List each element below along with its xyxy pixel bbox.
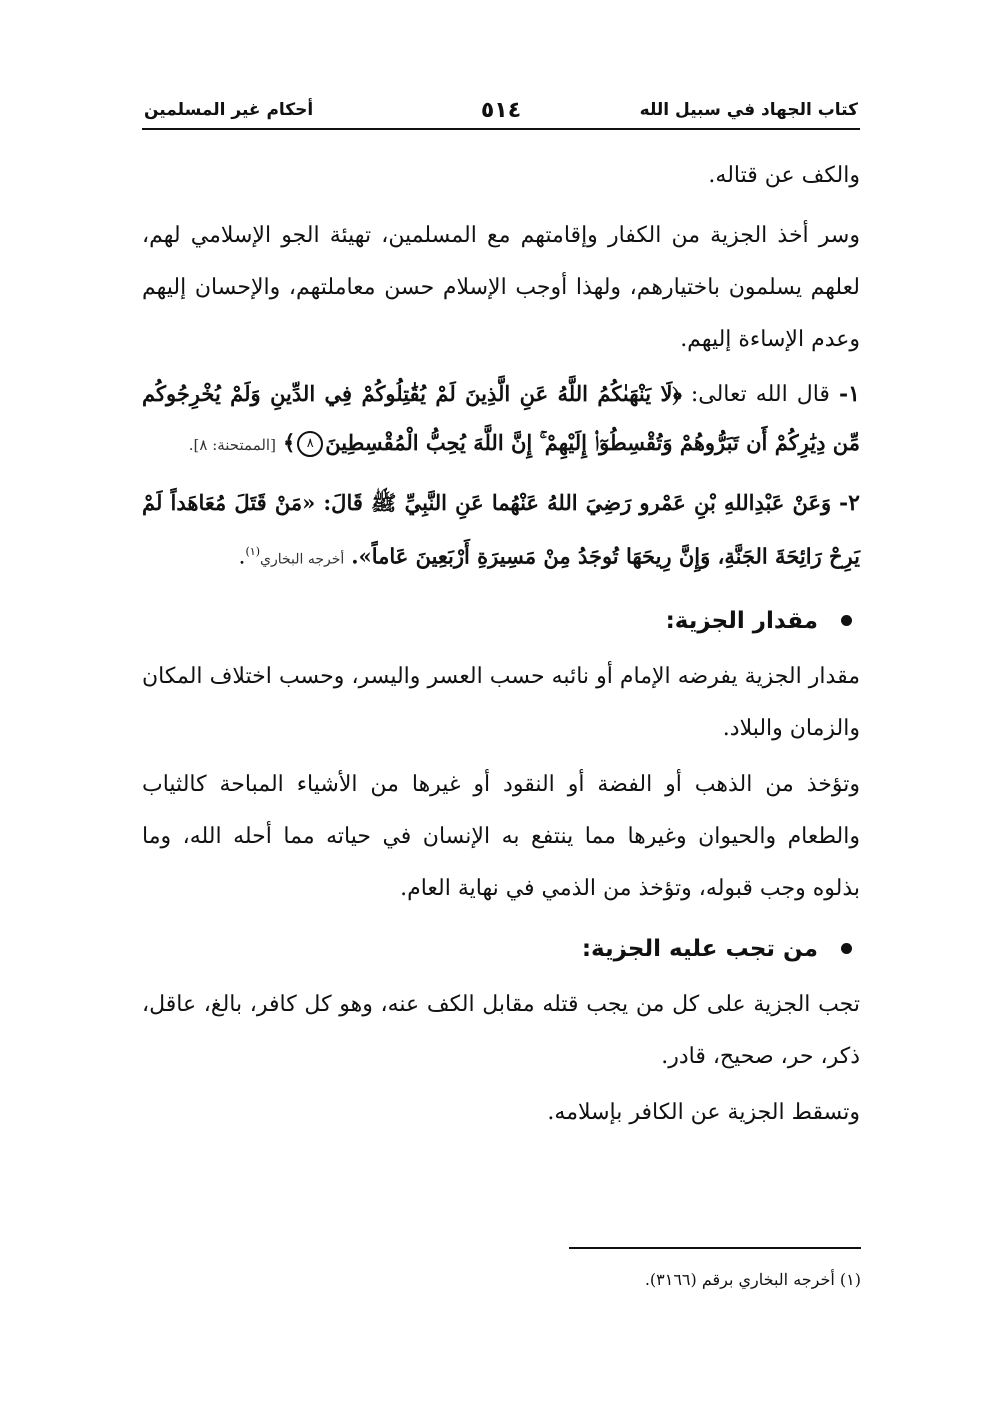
item-number: ٢-	[839, 490, 860, 516]
paragraph-3: مقدار الجزية يفرضه الإمام أو نائبه حسب العسر واليسر، وحسب اختلاف المكان والزمان والبلاد.	[142, 664, 860, 742]
heading-text: من تجب عليه الجزية:	[581, 936, 818, 963]
paragraph-4: وتؤخذ من الذهب أو الفضة أو النقود أو غيرها من الأشياء المباحة كالثياب والطعام والحيوان وغيرها مما ينتفع به الإنسان في حياته مما أحله الله، وما بذلوه وجب قبوله، وتؤخذ من الذمي في نهاية العام.	[142, 772, 860, 902]
running-header	[142, 92, 860, 130]
section-heading-who-pays	[142, 921, 860, 977]
paragraph-2: وسر أخذ الجزية من الكفار وإقامتهم مع المسلمين، تهيئة الجو الإسلامي لهم، لعلهم يسلمون باختيارهم، ولهذا أوجب الإسلام حسن معاملتهم، والإحسان إليهم وعدم الإساءة إليهم.	[142, 223, 860, 352]
hadith-source: أخرجه البخاري	[259, 551, 345, 568]
list-item-1	[142, 370, 860, 469]
paragraph-1: والكف عن قتاله.	[708, 163, 860, 188]
bullet-icon	[841, 615, 852, 626]
verse-reference: [الممتحنة: ٨].	[188, 436, 276, 454]
item-number: ١-	[839, 381, 860, 407]
verse-intro: قال الله تعالى:	[690, 382, 830, 407]
paragraph-6: وتسقط الجزية عن الكافر بإسلامه.	[547, 1100, 860, 1126]
page-number: ٥١٤	[480, 98, 522, 123]
chapter-title: أحكام غير المسلمين	[144, 100, 314, 120]
ayah-number-mark: ٨	[297, 431, 323, 457]
footnote-divider	[569, 1247, 861, 1249]
list-item-2	[142, 479, 860, 583]
paragraph-5: تجب الجزية على كل من يجب قتله مقابل الكف عنه، وهو كل كافر، بالغ، عاقل، ذكر، حر، صحيح، قادر.	[142, 992, 860, 1070]
page-body	[142, 150, 860, 1143]
bullet-icon	[841, 943, 852, 954]
book-title: كتاب الجهاد في سبيل الله	[639, 100, 858, 120]
quran-verse: ﴿لَا يَنْهَىٰكُمُ اللَّهُ عَنِ الَّذِينَ لَمْ يُقَٰتِلُوكُمْ فِي الدِّينِ وَلَمْ يُخْرِجُوكُم مِّن دِيَٰرِكُمْ أَن تَبَرُّوهُمْ وَتُقْسِطُوٓا۟ إِلَيْهِمْ ۚ إِنَّ اللَّهَ يُحِبُّ الْمُقْسِطِينَ	[142, 381, 860, 455]
heading-text: مقدار الجزية:	[665, 608, 818, 635]
sentence-end: .	[238, 544, 246, 570]
footnote-marker[interactable]: (١)	[245, 545, 260, 558]
hadith-text: وَعَنْ عَبْدِاللهِ بْنِ عَمْرو رَضِيَ اللهُ عَنْهُما عَنِ النَّبِيِّ ﷺ قَالَ: «مَنْ قَتَلَ مُعَاهَداً لَمْ يَرِحْ رَائِحَةَ الجَنَّةِ، وَإِنَّ رِيحَهَا تُوجَدُ مِنْ مَسِيرَةِ أَرْبَعِينَ عَاماً».	[142, 490, 860, 569]
footnote: (١) أخرجه البخاري برقم (٣١٦٦).	[644, 1270, 861, 1289]
section-heading-amount	[142, 593, 860, 649]
verse-close-bracket: ﴾	[282, 430, 296, 455]
